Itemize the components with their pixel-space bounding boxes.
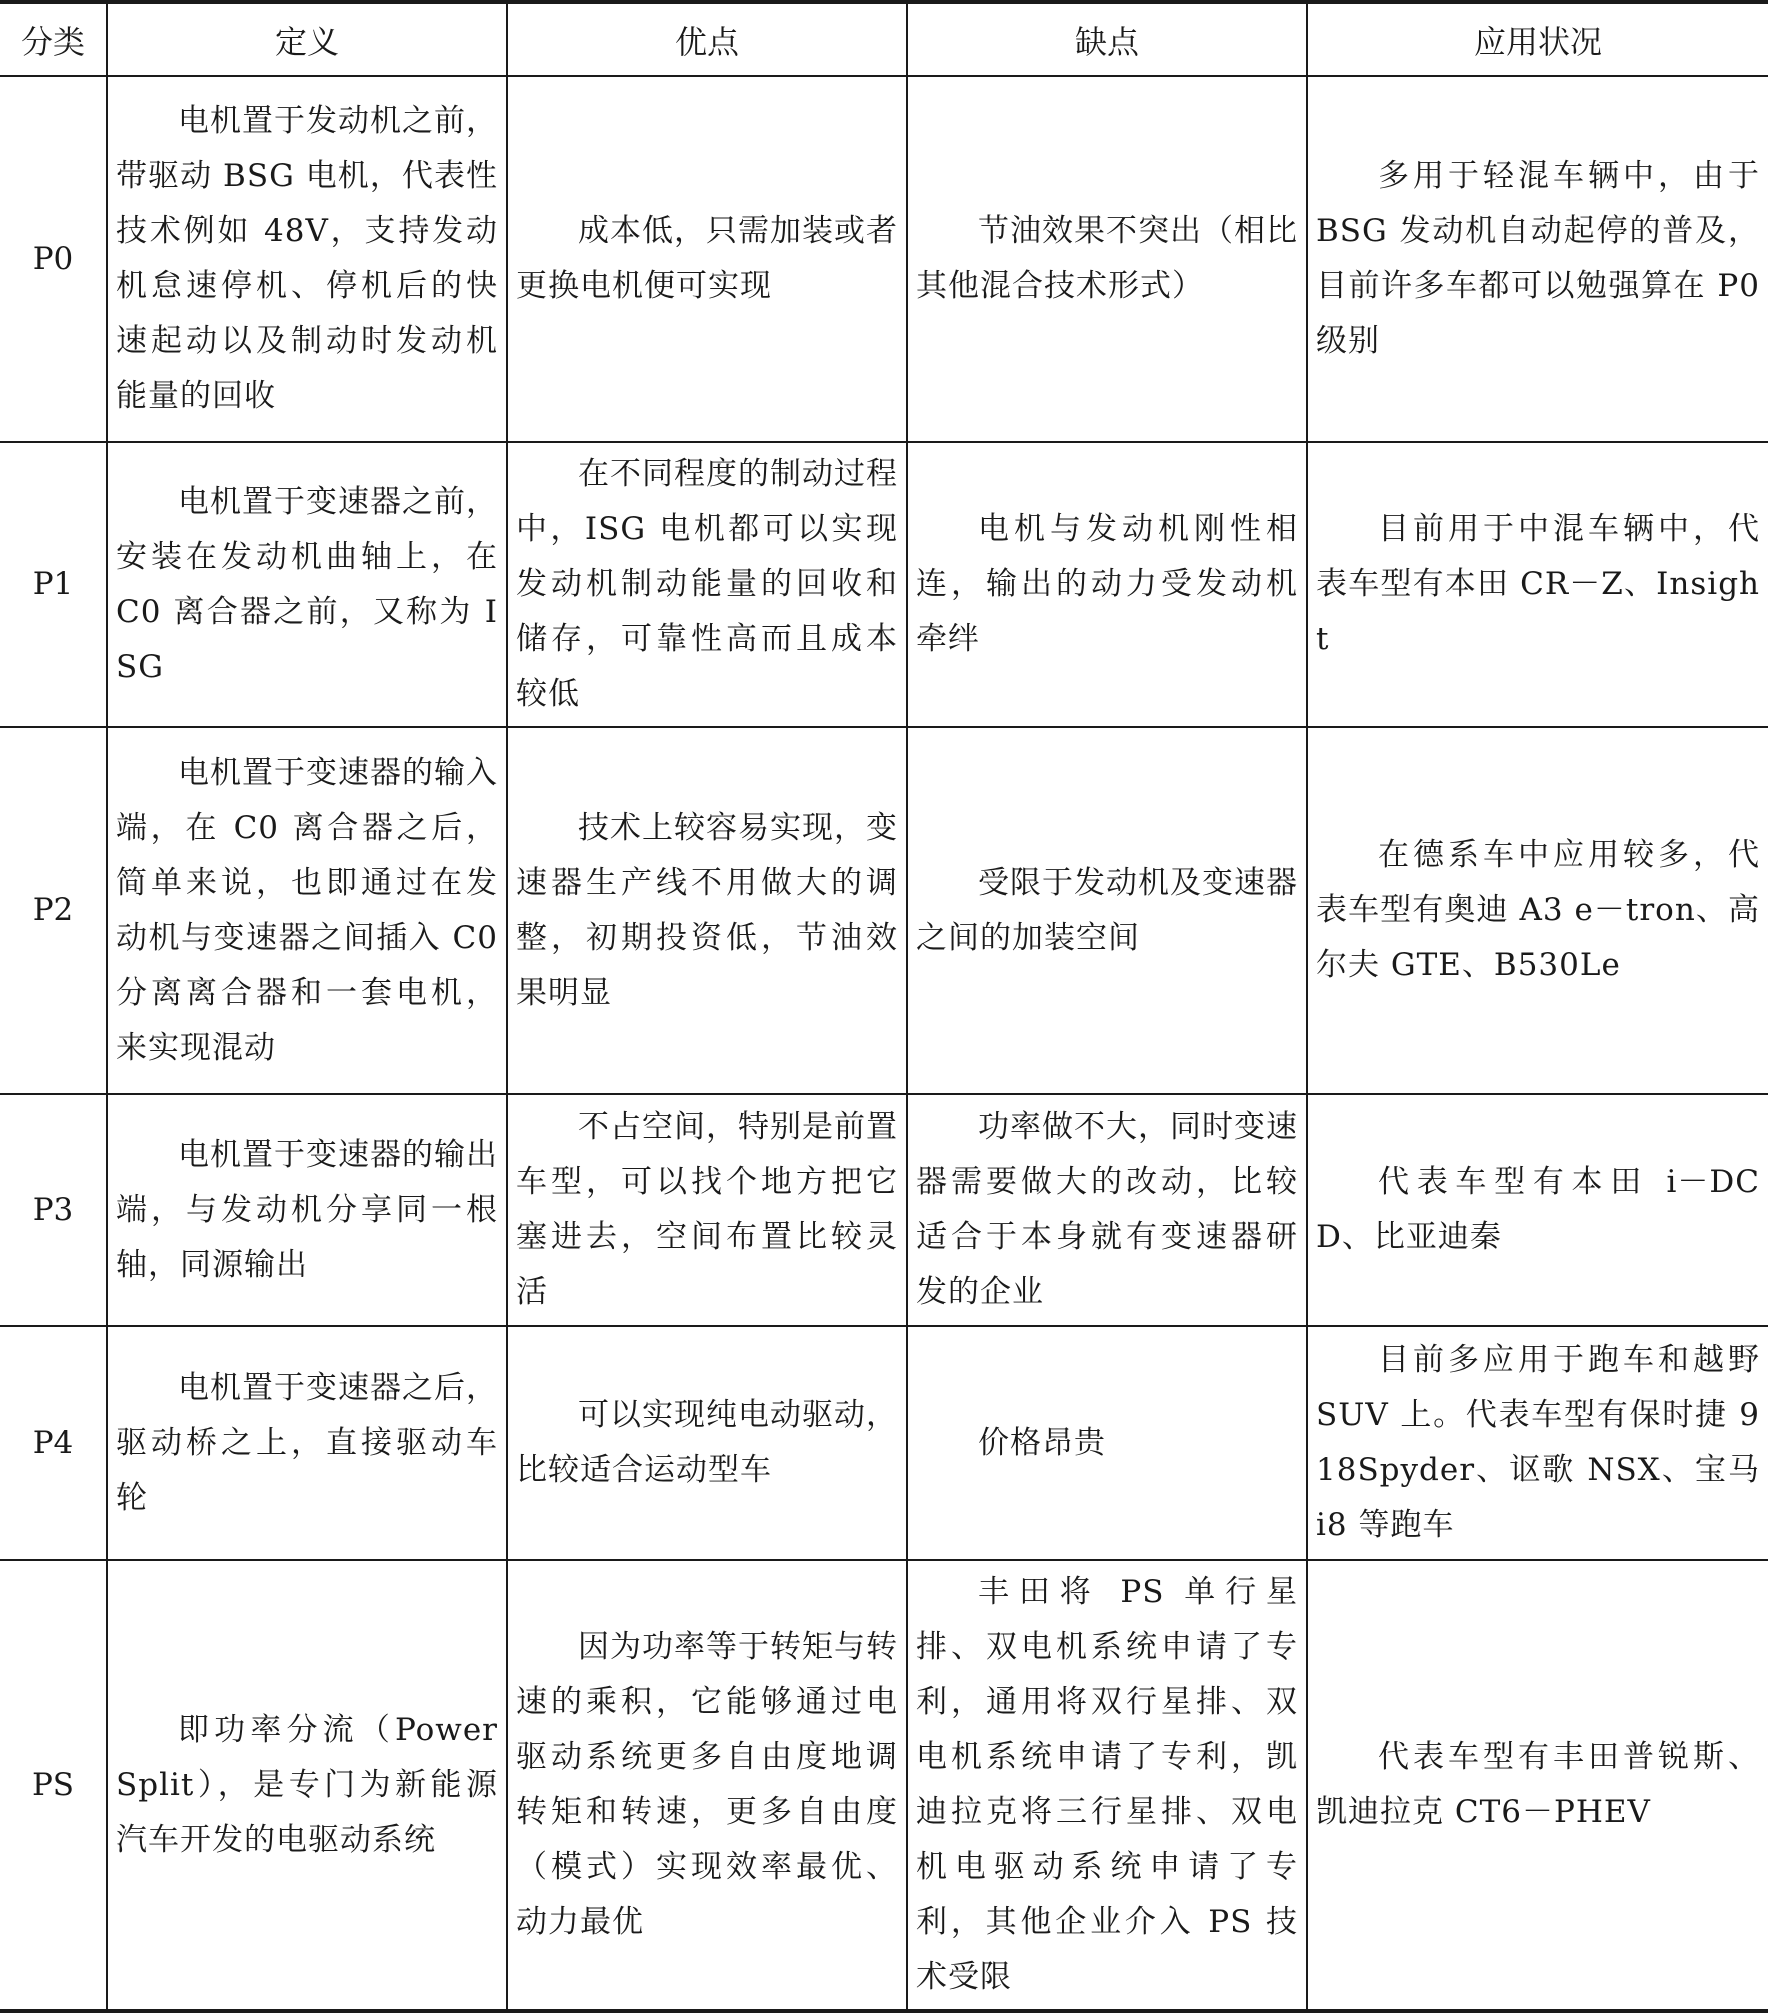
definition-cell bbox=[107, 442, 507, 727]
disadvantages-text: 电机与发动机刚性相连，输出的动力受发动机牵绊 bbox=[916, 511, 1298, 657]
application-text: 目前用于中混车辆中，代表车型有本田 CR－Z、Insight bbox=[1316, 511, 1760, 657]
definition-text: 电机置于变速器的输入端，在 C0 离合器之后，简单来说，也即通过在发动机与变速器之间插入 C0 分离离合器和一套电机，来实现混动 bbox=[116, 754, 498, 1066]
category-cell: P2 bbox=[0, 727, 107, 1094]
disadvantages-cell bbox=[907, 1094, 1307, 1326]
definition-cell bbox=[107, 1094, 507, 1326]
header-definition: 定义 bbox=[107, 2, 507, 76]
table-row bbox=[0, 1560, 1768, 2011]
table-header bbox=[0, 2, 1768, 76]
table-row bbox=[0, 1094, 1768, 1326]
disadvantages-text: 功率做不大，同时变速器需要做大的改动，比较适合于本身就有变速器研发的企业 bbox=[916, 1109, 1298, 1310]
application-cell bbox=[1307, 1094, 1768, 1326]
definition-cell bbox=[107, 76, 507, 442]
application-text: 代表车型有丰田普锐斯、凯迪拉克 CT6－PHEV bbox=[1316, 1739, 1760, 1830]
table-row bbox=[0, 76, 1768, 442]
advantages-cell bbox=[507, 727, 907, 1094]
category-cell: P0 bbox=[0, 76, 107, 442]
definition-cell bbox=[107, 1326, 507, 1560]
application-cell bbox=[1307, 1560, 1768, 2011]
table-body bbox=[0, 76, 1768, 2011]
category-cell: P1 bbox=[0, 442, 107, 727]
application-text: 多用于轻混车辆中，由于 BSG 发动机自动起停的普及，目前许多车都可以勉强算在 P0 级别 bbox=[1316, 158, 1760, 359]
definition-cell bbox=[107, 727, 507, 1094]
header-disadvantages: 缺点 bbox=[907, 2, 1307, 76]
application-text: 代表车型有本田 i－DCD、比亚迪秦 bbox=[1316, 1164, 1760, 1255]
advantages-cell bbox=[507, 1560, 907, 2011]
header-application: 应用状况 bbox=[1307, 2, 1768, 76]
disadvantages-text: 节油效果不突出（相比其他混合技术形式） bbox=[916, 213, 1298, 304]
disadvantages-cell bbox=[907, 76, 1307, 442]
disadvantages-cell bbox=[907, 727, 1307, 1094]
advantages-text: 技术上较容易实现，变速器生产线不用做大的调整，初期投资低，节油效果明显 bbox=[516, 809, 898, 1011]
advantages-cell bbox=[507, 76, 907, 442]
disadvantages-cell bbox=[907, 442, 1307, 727]
category-cell: PS bbox=[0, 1560, 107, 2011]
disadvantages-cell bbox=[907, 1560, 1307, 2011]
category-cell: P3 bbox=[0, 1094, 107, 1326]
disadvantages-cell bbox=[907, 1326, 1307, 1560]
application-cell bbox=[1307, 76, 1768, 442]
application-text: 目前多应用于跑车和越野 SUV 上。代表车型有保时捷 918Spyder、讴歌 NSX、宝马 i8 等跑车 bbox=[1316, 1342, 1760, 1543]
definition-text: 电机置于变速器的输出端，与发动机分享同一根轴，同源输出 bbox=[116, 1136, 498, 1283]
advantages-text: 成本低，只需加装或者更换电机便可实现 bbox=[516, 213, 898, 304]
header-row bbox=[0, 2, 1768, 76]
definition-text: 电机置于变速器之后，驱动桥之上，直接驱动车轮 bbox=[116, 1369, 498, 1516]
advantages-text: 不占空间，特别是前置车型，可以找个地方把它塞进去，空间布置比较灵活 bbox=[516, 1109, 898, 1310]
disadvantages-text: 价格昂贵 bbox=[978, 1424, 1106, 1461]
definition-text: 电机置于变速器之前，安装在发动机曲轴上，在 C0 离合器之前，又称为 ISG bbox=[116, 483, 498, 685]
application-cell bbox=[1307, 727, 1768, 1094]
table-row bbox=[0, 727, 1768, 1094]
header-category: 分类 bbox=[0, 2, 107, 76]
disadvantages-text: 受限于发动机及变速器之间的加装空间 bbox=[916, 864, 1298, 956]
application-text: 在德系车中应用较多，代表车型有奥迪 A3 e－tron、高尔夫 GTE、B530Le bbox=[1316, 837, 1760, 983]
definition-cell bbox=[107, 1560, 507, 2011]
category-cell: P4 bbox=[0, 1326, 107, 1560]
disadvantages-text: 丰田将 PS 单行星排、双电机系统申请了专利，通用将双行星排、双电机系统申请了专利，凯迪拉克将三行星排、双电机电驱动系统申请了专利，其他企业介入 PS 技术受限 bbox=[916, 1574, 1298, 1995]
application-cell bbox=[1307, 442, 1768, 727]
advantages-cell bbox=[507, 1326, 907, 1560]
definition-text: 即功率分流（Power Split），是专门为新能源汽车开发的电驱动系统 bbox=[116, 1711, 498, 1858]
advantages-text: 可以实现纯电动驱动，比较适合运动型车 bbox=[516, 1397, 898, 1488]
table-row bbox=[0, 442, 1768, 727]
definition-text: 电机置于发动机之前，带驱动 BSG 电机，代表性技术例如 48V，支持发动机怠速停机、停机后的快速起动以及制动时发动机能量的回收 bbox=[116, 103, 498, 414]
advantages-cell bbox=[507, 442, 907, 727]
header-advantages: 优点 bbox=[507, 2, 907, 76]
advantages-text: 在不同程度的制动过程中，ISG 电机都可以实现发动机制动能量的回收和储存，可靠性高而且成本较低 bbox=[516, 456, 898, 712]
advantages-text: 因为功率等于转矩与转速的乘积，它能够通过电驱动系统更多自由度地调转矩和转速，更多自由度（模式）实现效率最优、动力最优 bbox=[516, 1629, 898, 1940]
table-row bbox=[0, 1326, 1768, 1560]
application-cell bbox=[1307, 1326, 1768, 1560]
advantages-cell bbox=[507, 1094, 907, 1326]
